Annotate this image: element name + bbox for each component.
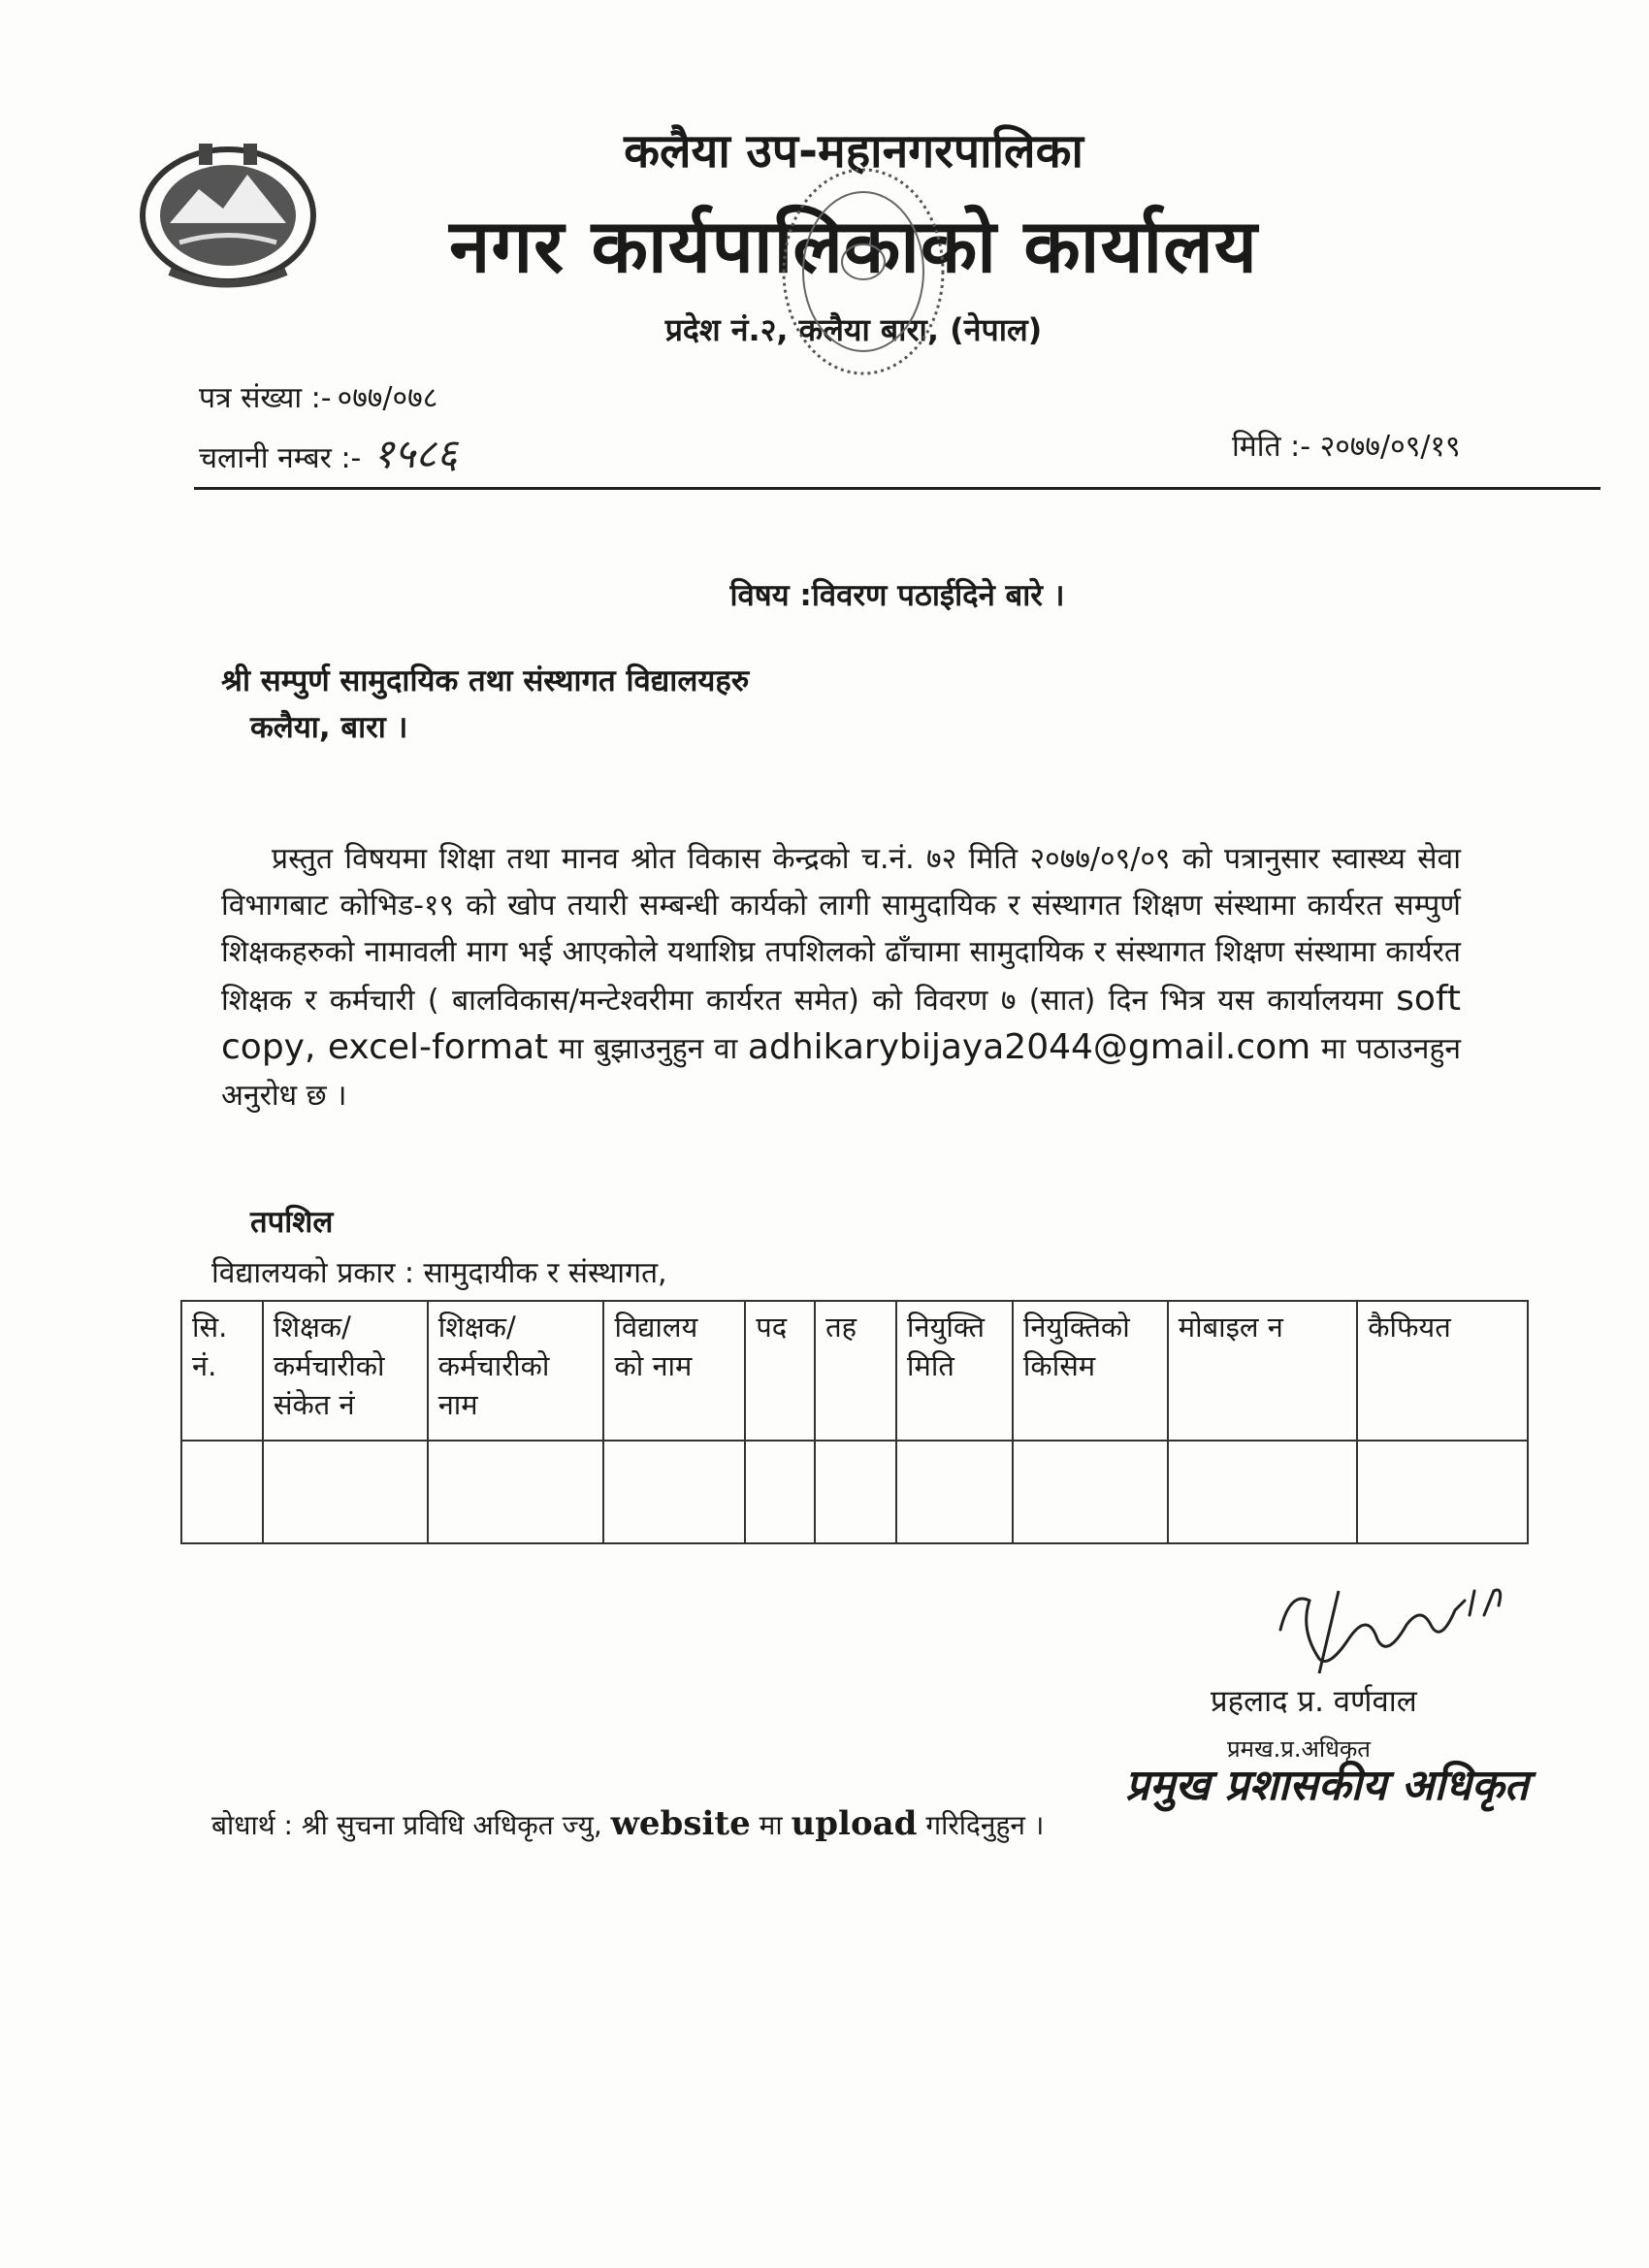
table-header-cell: शिक्षक/ कर्मचारीको नाम: [428, 1301, 604, 1441]
cc-middle: मा: [759, 1809, 783, 1841]
table-cell: [428, 1441, 604, 1543]
table-cell: [603, 1441, 745, 1543]
date-label: मिति :-: [1232, 430, 1311, 464]
body-email: adhikarybijaya2044@gmail.com: [747, 1027, 1311, 1067]
signer-post: प्रमख.प्र.अधिकृत: [1227, 1735, 1371, 1763]
body-soft-copy: soft copy, excel-format: [221, 979, 1461, 1067]
table-cell: [263, 1441, 428, 1543]
dispatch-number: [199, 425, 458, 480]
cc-suffix: गरिदिनुहुन ।: [925, 1809, 1045, 1841]
cc-upload: upload: [791, 1804, 918, 1843]
header-divider: [194, 487, 1600, 490]
table-cell: [181, 1441, 263, 1543]
signer-name: प्रहलाद प्र. वर्णवाल: [1211, 1684, 1417, 1719]
date-value: २०७७/०९/१९: [1319, 430, 1461, 464]
letter-number-label: पत्र संख्या :-: [199, 381, 332, 415]
cc-prefix: बोधार्थ : श्री सुचना प्रविधि अधिकृत ज्यु,: [211, 1809, 602, 1841]
table-header-cell: पद: [745, 1301, 815, 1441]
table-header-cell: कैफियत: [1357, 1301, 1528, 1441]
dispatch-number-value: १५८६: [372, 430, 458, 477]
cc-website: website: [610, 1804, 751, 1843]
details-heading: तपशिल: [250, 1205, 334, 1240]
office-name: नगर कार्यपालिकाको कार्यालय: [449, 203, 1258, 289]
table-header-cell: नियुक्तिको किसिम: [1013, 1301, 1168, 1441]
table-header-cell: नियुक्ति मिति: [896, 1301, 1013, 1441]
table-header-cell: सि. नं.: [181, 1301, 263, 1441]
table-cell: [1168, 1441, 1358, 1543]
addressee-line-1: श्री सम्पुर्ण सामुदायिक तथा संस्थागत विद्यालयहरु: [221, 664, 750, 698]
table-cell: [815, 1441, 896, 1543]
letter-date: [1232, 425, 1461, 465]
body-part-2: मा बुझाउनुहुन वा: [558, 1032, 738, 1066]
table-header-row: [181, 1301, 1528, 1441]
letter-number: [199, 376, 437, 416]
signature-icon: [1261, 1571, 1513, 1678]
body-part-1: प्रस्तुत विषयमा शिक्षा तथा मानव श्रोत विकास केन्द्रको च.नं. ७२ मिति २०७७/०९/०९ को पत्रानुसार स्वास्थ्य सेवा विभागबाट कोभिड-१९ को खोप तयारी सम्बन्धी कार्यको लागी सामुदायिक र संस्थागत शिक्षण संस्थामा कार्यरत सम्पुर्ण शिक्षकहरुको नामावली माग भई आएकोले यथाशिघ्र तपशिलको ढाँचामा सामुदायिक र संस्थागत शिक्षण संस्थामा कार्यरत शिक्षक र कर्मचारी ( बालविकास/मन्टेश्वरीमा कार्यरत समेत) को विवरण ७ (सात) दिन भित्र यस कार्यालयमा: [221, 842, 1461, 1018]
subject-line: विषय :विवरण पठाईदिने बारे ।: [729, 578, 1065, 613]
letter-body: [221, 836, 1461, 1119]
table-cell: [896, 1441, 1013, 1543]
table-cell: [1013, 1441, 1168, 1543]
school-type: विद्यालयको प्रकार : सामुदायीक र संस्थागत,: [211, 1256, 667, 1290]
body-part-3: मा पठाउनहुन अनुरोध छ ।: [221, 1032, 1462, 1113]
table-header-cell: शिक्षक/ कर्मचारीको संकेत नं: [263, 1301, 428, 1441]
table-cell: [745, 1441, 815, 1543]
office-seal-icon: [757, 155, 951, 388]
table-cell: [1357, 1441, 1528, 1543]
office-location: प्रदेश नं.२, कलैया बारा, (नेपाल): [664, 311, 1043, 348]
table-row: [181, 1441, 1528, 1543]
table-header-cell: तह: [815, 1301, 896, 1441]
table-header-cell: मोबाइल न: [1168, 1301, 1358, 1441]
dispatch-number-label: चलानी नम्बर :-: [199, 441, 362, 475]
signer-post-stamp: प्रमुख प्रशासकीय अधिकृत: [1125, 1761, 1529, 1810]
copy-to-line: [211, 1804, 1044, 1843]
table-header-cell: विद्यालय को नाम: [603, 1301, 745, 1441]
municipality-name: कलैया उप-महानगरपालिका: [624, 124, 1083, 178]
addressee-line-2: कलैया, बारा ।: [250, 710, 408, 745]
letter-number-value: ०७७/०७८: [337, 381, 438, 415]
staff-details-table: [180, 1300, 1529, 1544]
nepal-emblem-icon: [131, 136, 325, 291]
